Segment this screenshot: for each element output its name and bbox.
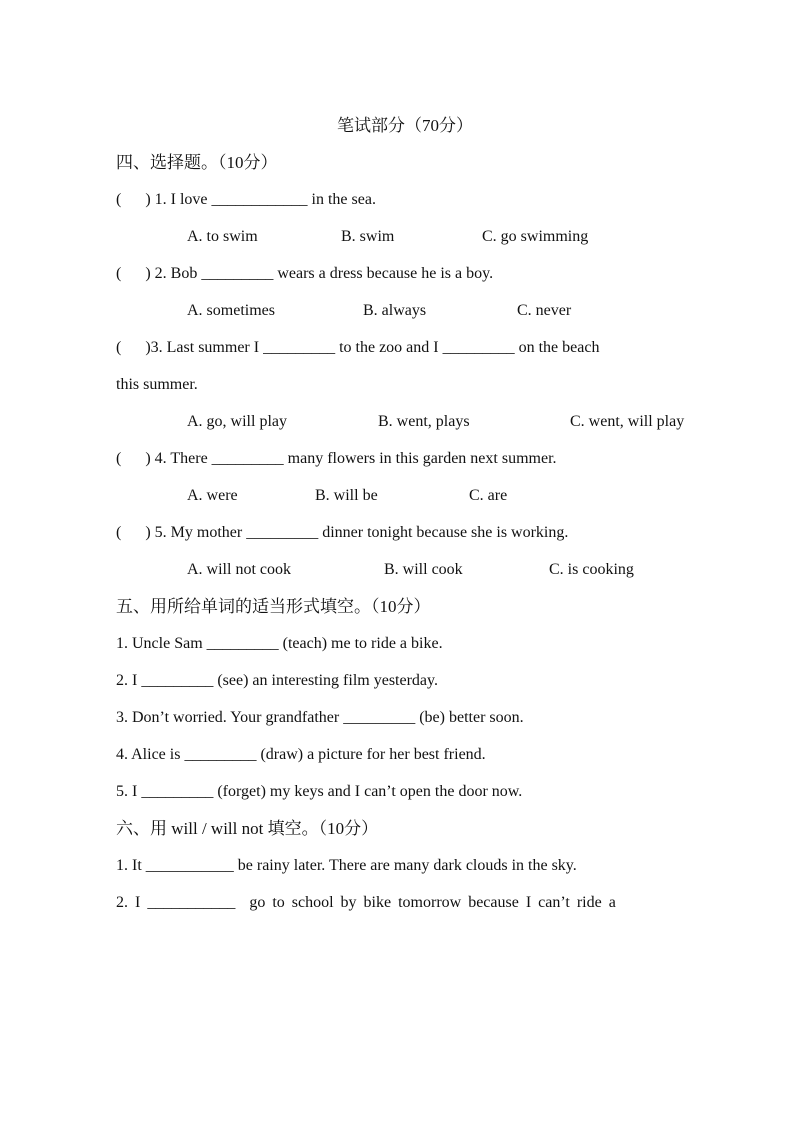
fill-item-2: 2. I _________ (see) an interesting film yesterday. bbox=[116, 672, 438, 689]
question-5-option-c: C. is cooking bbox=[549, 561, 634, 578]
question-1-option-a: A. to swim bbox=[187, 228, 258, 245]
question-4-option-c: C. are bbox=[469, 487, 508, 504]
question-5-option-b: B. will cook bbox=[384, 561, 463, 578]
question-3-continuation: this summer. bbox=[116, 376, 198, 393]
question-1: ( ) 1. I love ____________ in the sea. bbox=[116, 191, 376, 208]
will-item-2: 2. I ___________ go to school by bike tomorrow because I can’t ride a bbox=[116, 894, 616, 911]
section-4-heading: 四、选择题。（10分） bbox=[116, 153, 278, 172]
fill-item-1: 1. Uncle Sam _________ (teach) me to ride a bike. bbox=[116, 635, 443, 652]
section-5-heading: 五、用所给单词的适当形式填空。（10分） bbox=[116, 597, 431, 616]
will-item-1: 1. It ___________ be rainy later. There are many dark clouds in the sky. bbox=[116, 857, 577, 874]
fill-item-5: 5. I _________ (forget) my keys and I can’t open the door now. bbox=[116, 783, 523, 800]
section-6-heading: 六、用 will / will not 填空。（10分） bbox=[116, 819, 379, 838]
fill-item-3: 3. Don’t worried. Your grandfather _________ (be) better soon. bbox=[116, 709, 524, 726]
question-3-option-c: C. went, will play bbox=[570, 413, 685, 430]
question-2-option-b: B. always bbox=[363, 302, 427, 319]
question-2-option-a: A. sometimes bbox=[187, 302, 275, 319]
question-4: ( ) 4. There _________ many flowers in this garden next summer. bbox=[116, 450, 557, 467]
fill-item-4: 4. Alice is _________ (draw) a picture for her best friend. bbox=[116, 746, 486, 763]
question-4-option-a: A. were bbox=[187, 487, 238, 504]
question-2: ( ) 2. Bob _________ wears a dress because he is a boy. bbox=[116, 265, 494, 282]
question-5-option-a: A. will not cook bbox=[187, 561, 291, 578]
question-3-option-b: B. went, plays bbox=[378, 413, 470, 430]
question-3: ( )3. Last summer I _________ to the zoo and I _________ on the beach bbox=[116, 339, 600, 356]
question-3-option-a: A. go, will play bbox=[187, 413, 287, 430]
question-4-option-b: B. will be bbox=[315, 487, 378, 504]
page-title: 笔试部分（70分） bbox=[337, 116, 473, 135]
question-5: ( ) 5. My mother _________ dinner tonight because she is working. bbox=[116, 524, 569, 541]
question-2-option-c: C. never bbox=[517, 302, 572, 319]
question-1-option-c: C. go swimming bbox=[482, 228, 589, 245]
question-1-option-b: B. swim bbox=[341, 228, 395, 245]
